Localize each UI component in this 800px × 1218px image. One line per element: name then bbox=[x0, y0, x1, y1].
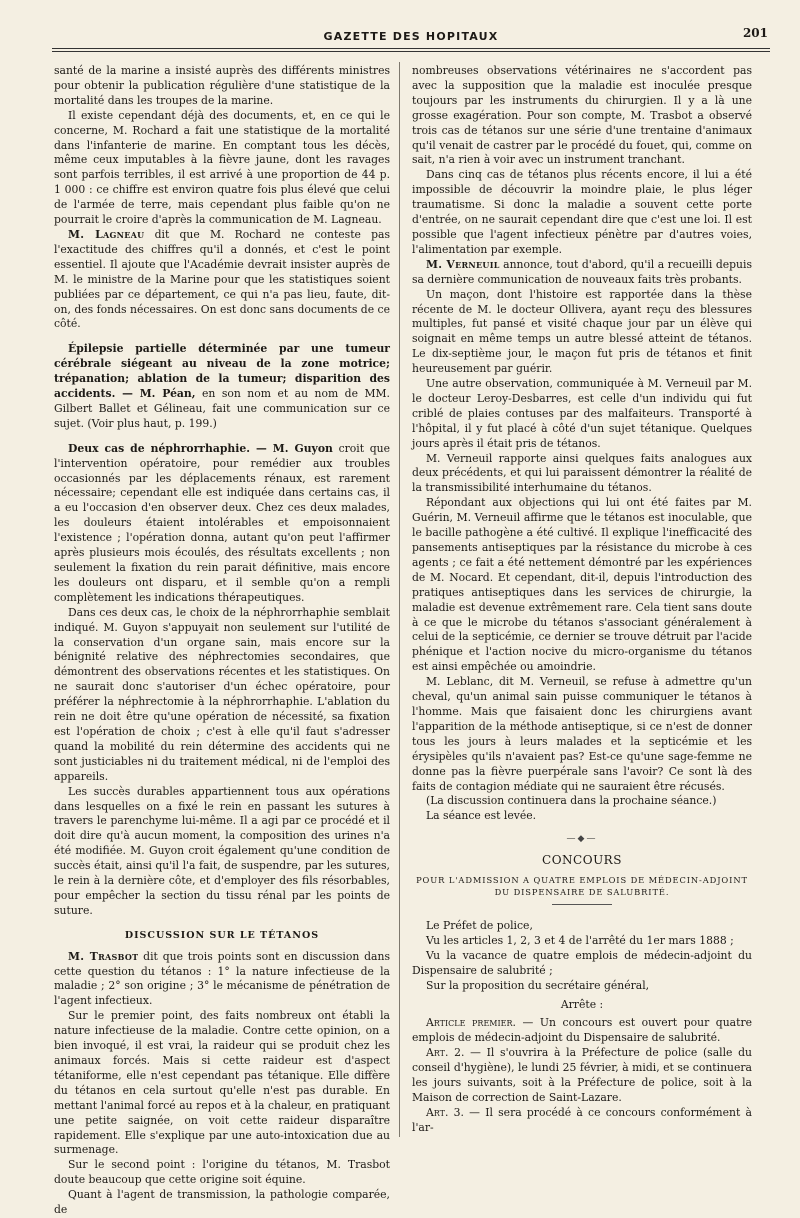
paragraph bbox=[412, 1046, 752, 1106]
page-header bbox=[52, 24, 770, 54]
paragraph: Vu les articles 1, 2, 3 et 4 de l'arrêté du 1er mars 1888 ; bbox=[426, 933, 734, 947]
article-label: Art. 2. bbox=[426, 1046, 465, 1060]
spacer bbox=[54, 332, 390, 342]
paragraph: M. Leblanc, dit M. Verneuil, se refuse à admettre qu'un cheval, qu'un animal sain puisse communiquer le tétanos à l'homme. Mais que faisaient donc les chirurgiens avant l'apparition de la méthode antiseptique, si ce n'est de donner tous les jours à leurs malades et la septicémie et les érysipèles qu'ils n'avaient pas? Est-ce qu'une sage-femme ne donne pas la fièvre puerpérale sans l'avoir? Ce sont là des faits de contagion médiate qui ne sauraient être récusés. bbox=[412, 675, 752, 793]
paragraph-text: annonce, tout d'abord, qu'il a recueilli depuis sa dernière communication de nouveaux faits très probants. bbox=[412, 257, 752, 286]
paragraph: nombreuses observations vétérinaires ne s'accordent pas avec la supposition que la maladie est inoculée presque toujours par les instruments du chirurgien. Il y a là une grosse exagération. Pour son compte, M. Trasbot a observé trois cas de tétanos sur une série d'une trentaine d'animaux qu'il venait de castrer par le procédé du fouet, qui, comme on sait, n'a rien à voir avec un instrument tranchant. bbox=[412, 64, 752, 167]
paragraph: Une autre observation, communiquée à M. Verneuil par M. le docteur Leroy-Desbarres, est celle d'un individu qui fut criblé de plaies contuses par des malfaiteurs. Transporté à l'hôpital, il y fut placé à côté d'un sujet tétanique. Quelques jours après il était pris de tétanos. bbox=[412, 377, 752, 450]
paragraph: Vu la vacance de quatre emplois de médecin-adjoint du Dispensaire de salubrité ; bbox=[412, 948, 752, 977]
concours-subtitle: POUR L'ADMISSION A QUATRE EMPLOIS DE MÉDECIN-ADJOINT bbox=[416, 875, 748, 886]
paragraph: Sur la proposition du secrétaire général, bbox=[426, 978, 650, 992]
header-rule bbox=[52, 48, 770, 52]
article-title: Épilepsie partielle déterminée par une tumeur cérébrale siégeant au niveau de la zone motrice; trépanation; ablation de la tumeur; disparition des accidents. — M. Péan, bbox=[54, 342, 390, 401]
paragraph bbox=[412, 258, 752, 288]
paragraph: Répondant aux objections qui lui ont été faites par M. Guérin, M. Verneuil affirme que le tétanos est inoculable, que le bacille pathogène a été cultivé. Il explique l'inefficacité des pansements antiseptiques par la résistance du microbe à ces agents ; ce fait a été nettement démontré par les expériences de M. Nocard. Et cependant, dit-il, depuis l'introduction des pratiques antiseptiques dans les services de chirurgie, la maladie est devenue extrêmement rare. Cela tient sans doute à ce que le microbe du tétanos s'associant généralement à celui de la septicémie, ce dernier se trouve détruit par l'acide phénique et l'action nocive du micro-organisme du tétanos est ainsi empêchée ou amoindrie. bbox=[412, 496, 752, 674]
paragraph: santé de la marine a insisté auprès des différents ministres pour obtenir la publication régulière d'une statistique de la mortalité dans les troupes de la marine. bbox=[54, 64, 390, 107]
journal-title: GAZETTE DES HOPITAUX bbox=[323, 30, 499, 43]
paragraph: Dans ces deux cas, le choix de la néphrorrhaphie semblait indiqué. M. Guyon s'appuyait non seulement sur l'utilité de la conservation d'un organe sain, mais encore sur la bénignité relative des néphrectomies secondaires, que démontrent des observations récentes et les statistiques. On ne saurait donc s'autoriser d'un échec opératoire, pour préférer la néphrectomie à la néphrorrhaphie. L'ablation du rein ne doit être qu'une opération de nécessité, sa fixation est l'opération de choix ; c'est à elle qu'il faut s'adresser quand la mobilité du rein détermine des accidents qui ne sont justiciables ni du traitement médical, ni de l'emploi des appareils. bbox=[54, 605, 390, 783]
paragraph: Les succès durables appartiennent tous aux opérations dans lesquelles on a fixé le rein en passant les sutures à travers le parenchyme lui-même. Il a agi par ce procédé et il doit dire qu'à aucun moment, la composition des urines n'a été modifiée. M. Guyon croit également qu'une condition de succès était, ainsi qu'il l'a fait, de suspendre, par les sutures, le rein à la dernière côte, et d'employer des fils résorbables, pour empêcher la section du tissu rénal par les points de suture. bbox=[54, 784, 390, 917]
paragraph-text: en son nom et au nom de MM. Gilbert Ballet et Gélineau, fait une communication sur ce sujet. (Voir plus haut, p. 199.) bbox=[54, 387, 390, 430]
paragraph-text: dit que M. Rochard ne conteste pas l'exactitude des chiffres qu'il a donnés, et c'est le point essentiel. Il ajoute que l'Académie devrait insister auprès de M. le ministre de la Marine pour que les statistiques soient publiées par ce département, ce qui n'a pas lieu, faute, dit-on, des fonds nécessaires. On est donc sans documents de ce côté. bbox=[54, 227, 391, 331]
paragraph-text: — Il s'ouvrira à la Préfecture de police (salle du conseil d'hygiène), le lundi 25 février, à midi, et se continuera les jours suivants, soit à la Préfecture de police, soit à la Maison de correction de Saint-Lazare. bbox=[412, 1046, 753, 1104]
paragraph: M. Verneuil rapporte ainsi quelques faits analogues aux deux précédents, et qui lui paraissent démontrer la réalité de la transmissibilité interhumaine du tétanos. bbox=[412, 451, 752, 495]
paragraph: Il existe cependant déjà des documents, et, en ce qui le concerne, M. Rochard a fait une statistique de la mortalité dans l'infanterie de marine. En comptant tous les décès, même ceux imputables à la fièvre jaune, dont les ravages sont parfois terribles, il est arrivé à une proportion de 44 p. 1 000 : ce chiffre est environ quatre fois plus élevé que celui de l'armée de terre, mais cependant plus faible qu'on ne pourrait le croire d'après la communication de M. Lagneau. bbox=[54, 108, 390, 227]
article-label: Article premier. bbox=[426, 1016, 516, 1030]
paragraph bbox=[54, 442, 390, 606]
speaker-name: M. Lagneau bbox=[68, 227, 145, 241]
paragraph bbox=[54, 228, 390, 332]
article-title: Deux cas de néphrorrhaphie. — M. Guyon bbox=[68, 441, 333, 455]
paragraph bbox=[54, 950, 390, 1010]
paragraph: Sur le second point : l'origine du tétanos, M. Trasbot doute beaucoup que cette origine soit équine. bbox=[54, 1158, 390, 1187]
paragraph-text: — Il sera procédé à ce concours conformément à l'ar- bbox=[412, 1105, 752, 1134]
article-label: Art. 3. bbox=[426, 1105, 464, 1119]
paragraph-text: — Un concours est ouvert pour quatre emplois de médecin-adjoint du Dispensaire de salubrité. bbox=[412, 1016, 752, 1045]
paragraph: Sur le premier point, des faits nombreux ont établi la nature infectieuse de la maladie. Contre cette opinion, on a bien invoqué, il est vrai, la raideur qui se produit chez les animaux forcés. Mais si cette raideur est d'aspect tétaniforme, elle n'est cependant pas tétanique. Elle diffère du tétanos en cela surtout qu'elle n'est pas durable. En mettant l'animal forcé au repos et à la chaleur, en pratiquant une petite saignée, on voit cette raideur disparaître rapidement. Elle s'explique par une auto-intoxication due au surmenage. bbox=[54, 1009, 390, 1157]
section-ornament: —◆— bbox=[566, 834, 598, 845]
speaker-name: M. Verneuil bbox=[426, 257, 500, 271]
paragraph bbox=[54, 342, 390, 431]
spacer bbox=[54, 432, 390, 442]
paragraph: La séance est levée. bbox=[426, 809, 537, 823]
left-column bbox=[54, 64, 390, 1218]
speaker-name: M. Trasbot bbox=[68, 949, 139, 963]
paragraph: Le Préfet de police, bbox=[426, 919, 533, 933]
paragraph-text: dit que trois points sont en discussion dans cette question du tétanos : 1° la nature infectieuse de la maladie ; 2° son origine ; 3° le mécanisme de pénétration de l'agent infectieux. bbox=[54, 949, 390, 1008]
short-rule bbox=[552, 904, 612, 905]
paragraph bbox=[412, 1106, 752, 1136]
concours-title: CONCOURS bbox=[542, 853, 622, 868]
concours-subtitle: DU DISPENSAIRE DE SALUBRITÉ. bbox=[494, 887, 670, 898]
paragraph: Quant à l'agent de transmission, la pathologie comparée, de bbox=[54, 1188, 390, 1217]
paragraph: Un maçon, dont l'histoire est rapportée dans la thèse récente de M. le docteur Ollivera, ayant reçu des blessures multiples, fut pansé et visité chaque jour par un élève qui soignait en même temps un autre blessé atteint de tétanos. Le dix-septième jour, le maçon fut pris de tétanos et finit heureusement par guérir. bbox=[412, 287, 752, 376]
paragraph: Dans cinq cas de tétanos plus récents encore, il lui a été impossible de découvrir la moindre plaie, le plus léger traumatisme. Si donc la maladie a souvent cette porte d'entrée, on ne saurait cependant dire que c'est une loi. Il est possible que l'agent infectieux pénètre par d'autres voies, l'alimentation par exemple. bbox=[412, 168, 752, 256]
section-heading: DISCUSSION SUR LE TÉTANOS bbox=[124, 929, 320, 941]
paragraph-text: croit que l'intervention opératoire, pour remédier aux troubles occasionnés par les déplacements rénaux, est rarement nécessaire; cependant elle est indiquée dans certains cas, il a eu l'occasion d'en observer deux. Chez ces deux malades, les douleurs étaient intolérables et empoisonnaient l'existence ; l'opération donna, autant qu'on peut l'affirmer après plusieurs mois écoulés, des résultats excellents ; non seulement la fixation du rein parait définitive, mais encore les douleurs ont disparu, et il semble qu'on a rempli complètement les indications thérapeutiques. bbox=[54, 441, 391, 604]
paragraph: (La discussion continuera dans la prochaine séance.) bbox=[426, 794, 717, 808]
paragraph bbox=[412, 1016, 752, 1046]
column-divider bbox=[399, 62, 400, 1137]
arrete-label: Arrête : bbox=[560, 997, 604, 1011]
right-column bbox=[412, 64, 752, 1136]
page-number: 201 bbox=[742, 26, 768, 40]
